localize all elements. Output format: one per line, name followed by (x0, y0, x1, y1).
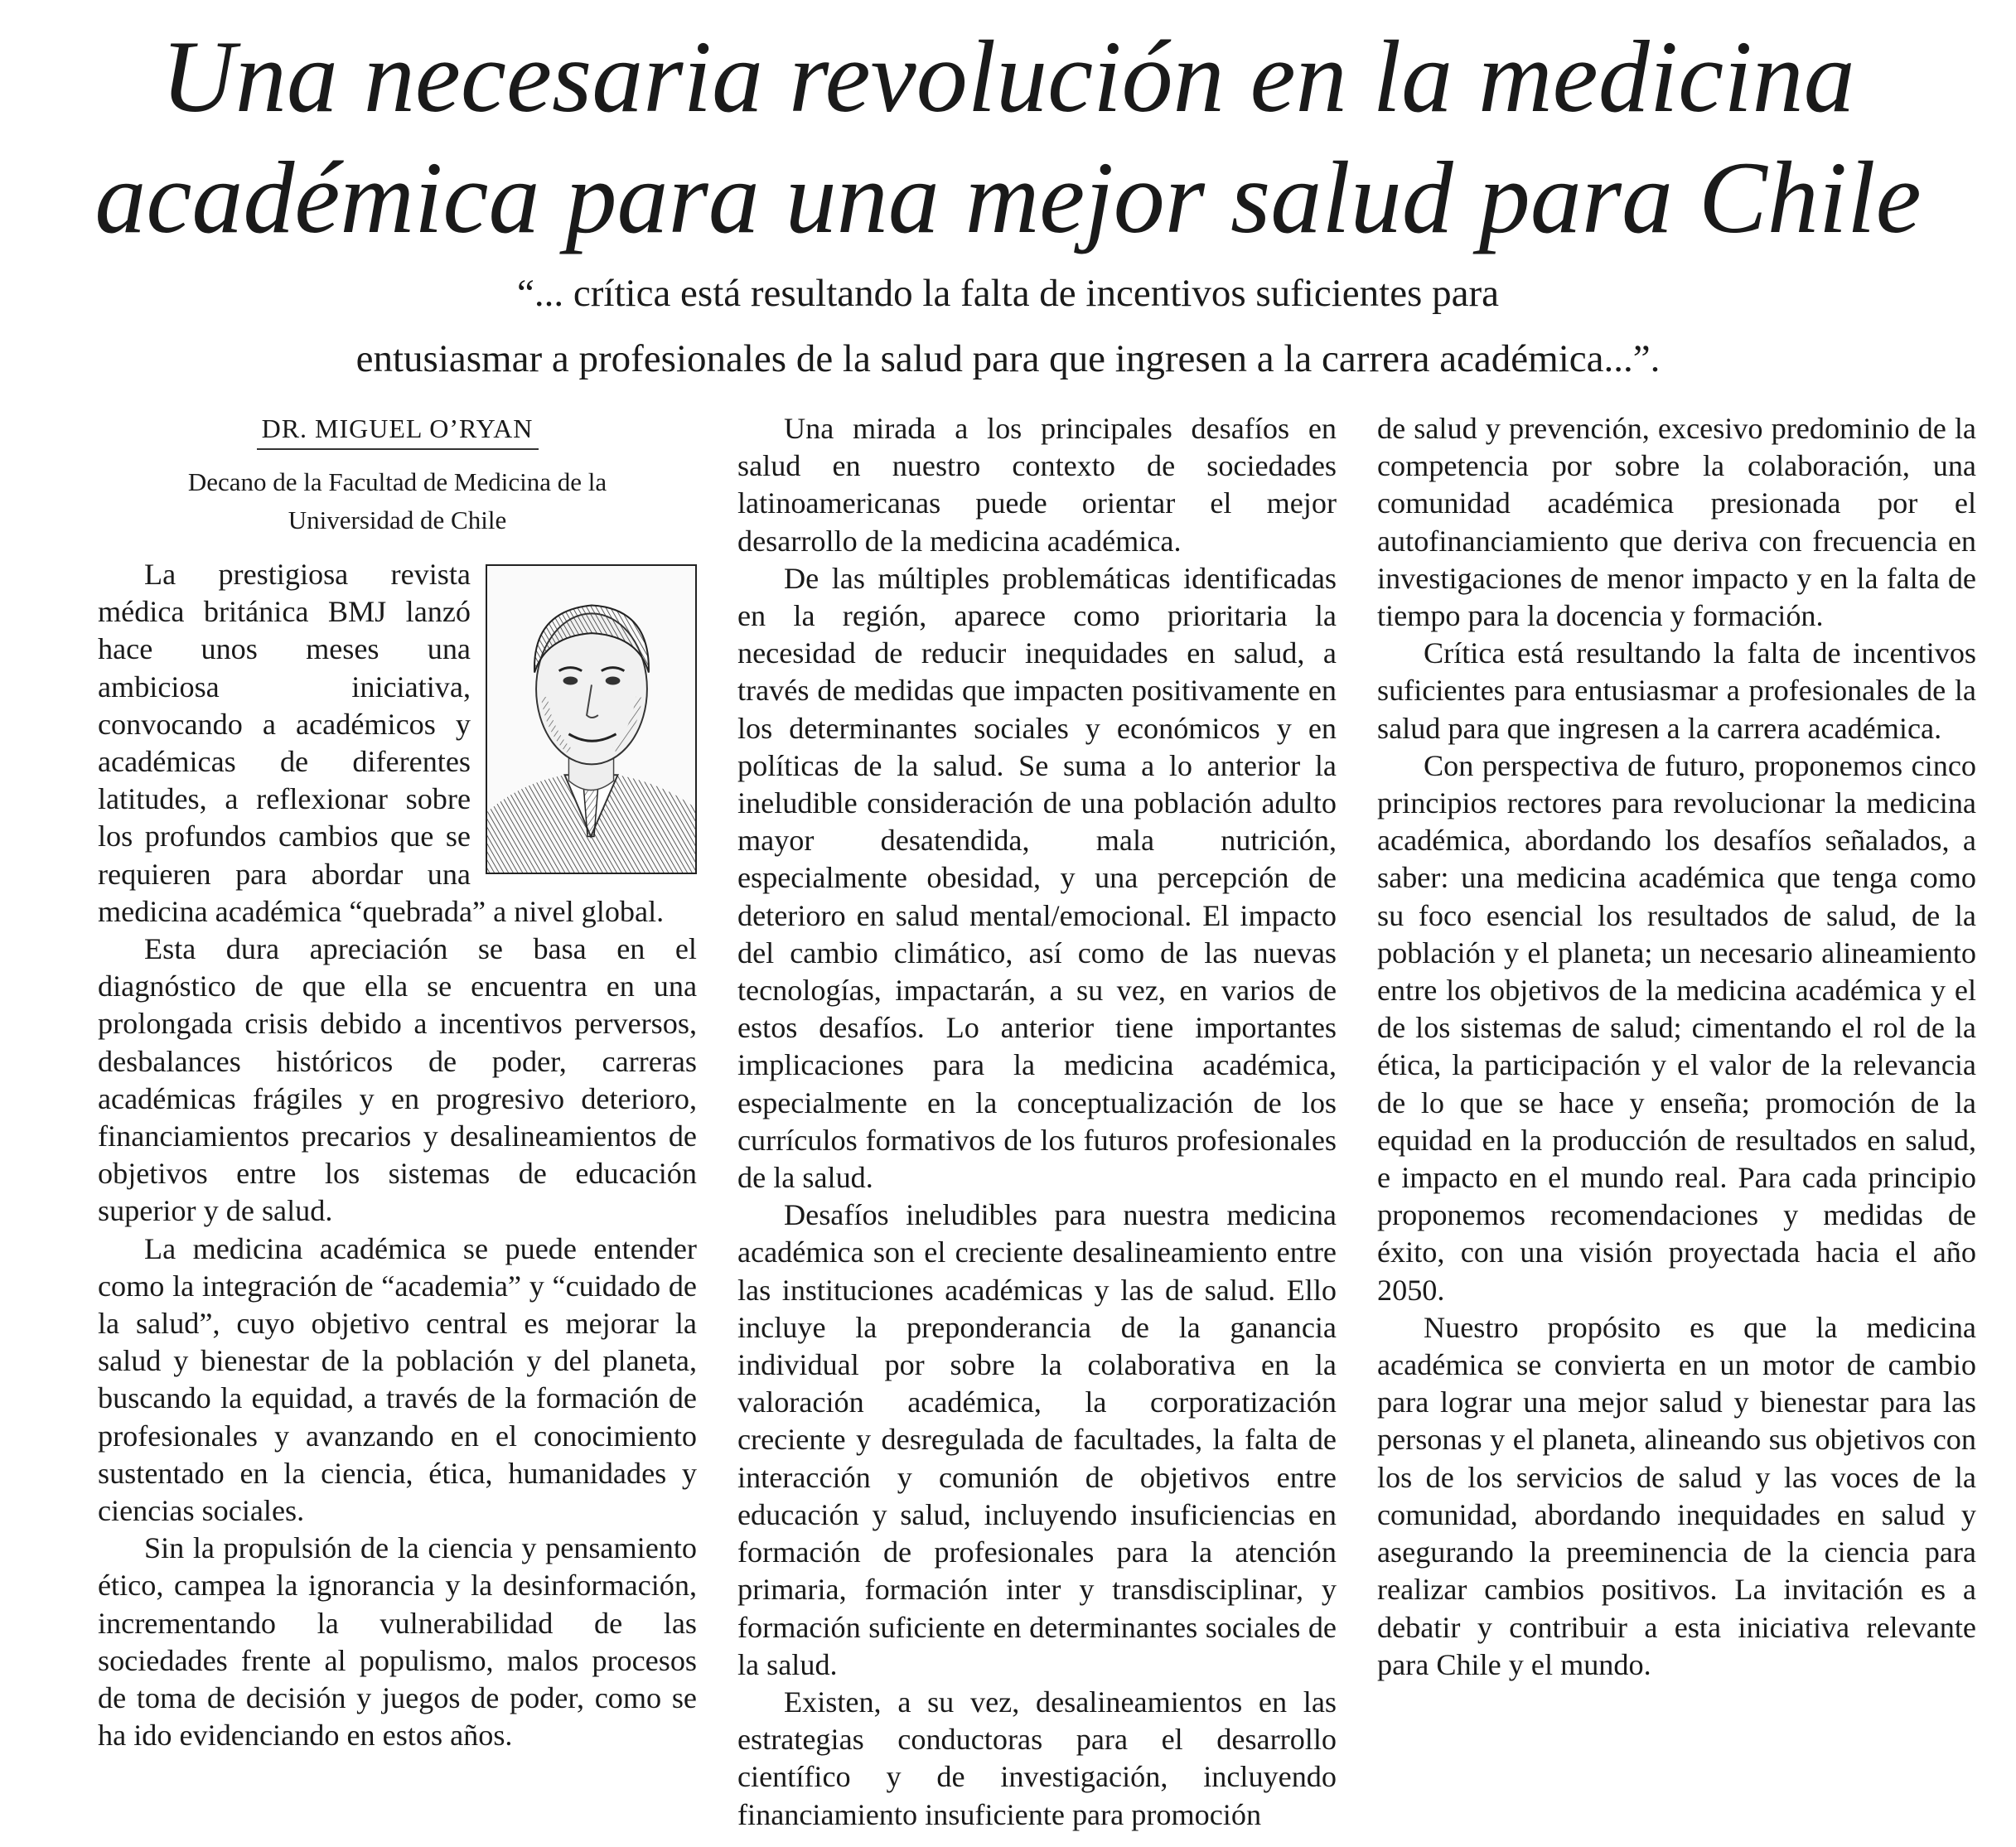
paragraph-1: La prestigiosa revista médica británica BMJ lanzó hace unos meses una ambiciosa iniciativa, convocando a académicos y académicas de diferentes latitudes, a reflexionar sobre los profundos cambios que se requieren para abordar una medicina académica “quebrada” a nivel global. (98, 556, 697, 931)
article-title-line-1: Una necesaria revolución en la medicina (161, 20, 1855, 133)
pull-quote-line-1: “... crítica está resultando la falta de incentivos suficientes para (517, 272, 1499, 315)
paragraph-2: Esta dura apreciación se basa en el diagnóstico de que ella se encuentra en una prolongada crisis debido a incentivos perversos, desbalances históricos de poder, carreras académicas frágiles y en progresivo deterioro, financiamientos precarios y desalineamientos de objetivos entre los sistemas de educación superior y de salud. (98, 932, 697, 1228)
author-portrait-illustration-icon (486, 564, 697, 874)
pull-quote (124, 261, 1892, 392)
column-1 (98, 410, 697, 1755)
paragraph-4: Sin la propulsión de la ciencia y pensamiento ético, campea la ignorancia y la desinformación, incrementando la vulnerabilidad de las sociedades frente al populismo, malos procesos de toma de decisión y juegos de poder, como se ha ido evidenciando en estos años. (98, 1531, 697, 1753)
column-3 (1377, 410, 1976, 1684)
paragraph-11: Nuestro propósito es que la medicina académica se convierta en un motor de cambio para lograr una mejor salud y bienestar para las personas y el planeta, alineando sus objetivos con los de los servicios de salud y las voces de la comunidad, abordando inequidades en salud y asegurando la preeminencia de la ciencia para realizar cambios positivos. La invitación es a debatir y contribuir a esta iniciativa relevante para Chile y el mundo. (1377, 1310, 1976, 1681)
paragraph-6: De las múltiples problemáticas identificadas en la región, aparece como prioritaria la necesidad de reducir inequidades en salud, a través de medidas que impacten positivamente en los determinantes sociales y económicos y en políticas de la salud. Se suma a lo anterior la ineludible consideración de una población adulto mayor desatendida, mala nutrición, especialmente obesidad, y una percepción de deterioro en salud mental/emocional. El impacto del cambio climático, así como de las nuevas tecnologías, impactarán, a su vez, en varios de estos desafíos. Lo anterior tiene importantes implicaciones para la medicina académica, especialmente en la conceptualización de los currículos formativos de los futuros profesionales de la salud. (737, 561, 1337, 1195)
pull-quote-line-2: entusiasmar a profesionales de la salud para que ingresen a la carrera académica...”. (355, 337, 1661, 380)
author-name: DR. MIGUEL O’RYAN (257, 410, 539, 450)
author-credit (98, 463, 697, 539)
paragraph-5: Una mirada a los principales desafíos en salud en nuestro contexto de sociedades latinoamericanas puede orientar el mejor desarrollo de la medicina académica. (737, 412, 1337, 558)
paragraph-10: Con perspectiva de futuro, proponemos cinco principios rectores para revolucionar la medicina académica, abordando los desafíos señalados, a saber: una medicina académica que tenga como su foco esencial los resultados de salud, de la población y el planeta; un necesario alineamiento entre los objetivos de la medicina académica y el de los sistemas de salud; cimentando el rol de la ética, la participación y el valor de la relevancia de lo que se hace y enseña; promoción de la equidad en la producción de resultados en salud, e impacto en el mundo real. Para cada principio proponemos recomendaciones y medidas de éxito, con una visión proyectada hacia el año 2050. (1377, 748, 1976, 1307)
paragraph-3: La medicina académica se puede entender como la integración de “academia” y “cuidado de la salud”, cuyo objetivo central es mejorar la salud y bienestar de la población y del planeta, buscando la equidad, a través de la formación de profesionales y avanzando en el conocimiento sustentado en la ciencia, ética, humanidades y ciencias sociales. (98, 1231, 697, 1528)
paragraph-7: Desafíos ineludibles para nuestra medicina académica son el creciente desalineamiento entre las instituciones académicas y las de salud. Ello incluye la preponderancia de la ganancia individual por sobre la colaborativa en la valoración académica, la corporatización creciente y desregulada de facultades, la falta de interacción y comunión de objetivos entre educación y salud, incluyendo insuficiencias en formación de profesionales para la atención primaria, formación inter y transdisciplinar, y formación suficiente en determinantes sociales de la salud. (737, 1198, 1337, 1681)
article-title-line-2: académica para una mejor salud para Chile (94, 141, 1922, 254)
author-role-line-2: Universidad de Chile (288, 505, 507, 534)
paragraph-8-continued: de salud y prevención, excesivo predominio de la competencia por sobre la colaboración, una comunidad académica presionada por el autofinanciamiento que deriva con frecuencia en investigaciones de menor impacto y en la falta de tiempo para la docencia y formación. (1377, 412, 1976, 633)
column-2 (737, 410, 1337, 1834)
article-title (83, 17, 1933, 259)
paragraph-8: Existen, a su vez, desalineamientos en las estrategias conductoras para el desarrollo científico y de investigación, incluyendo financiamiento insuficiente para promoción (737, 1685, 1337, 1831)
paragraph-9: Crítica está resultando la falta de incentivos suficientes para entusiasmar a profesionales de la salud para que ingresen a la carrera académica. (1377, 636, 1976, 745)
author-role-line-1: Decano de la Facultad de Medicina de la (187, 467, 607, 496)
